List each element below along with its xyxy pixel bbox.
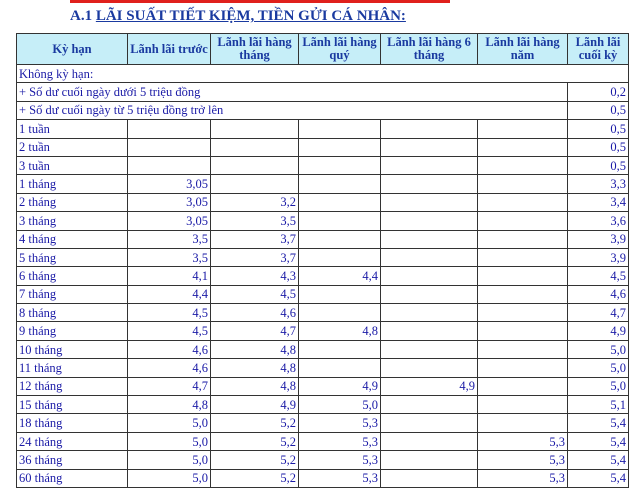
rate-cell: 5,2 (211, 469, 299, 487)
rate-cell: 5,3 (299, 451, 381, 469)
rate-cell: 5,2 (211, 414, 299, 432)
rate-cell: 5,0 (299, 396, 381, 414)
rate-cell: 3,5 (211, 212, 299, 230)
rate-cell: 4,5 (128, 304, 211, 322)
term-cell: 1 tháng (17, 175, 128, 193)
rate-cell (299, 193, 381, 211)
rate-cell: 5,4 (568, 432, 629, 450)
rate-cell (299, 156, 381, 174)
no-term-row-label: + Số dư cuối ngày dưới 5 triệu đồng (17, 83, 568, 101)
rate-cell (478, 193, 568, 211)
rate-cell: 5,0 (128, 432, 211, 450)
rate-cell (381, 432, 478, 450)
table-row (17, 322, 629, 340)
rate-cell: 3,05 (128, 212, 211, 230)
table-row (17, 248, 629, 266)
table-row (17, 285, 629, 303)
rate-cell (381, 322, 478, 340)
rate-cell (381, 175, 478, 193)
rate-cell: 5,3 (299, 432, 381, 450)
no-term-label: Không kỳ hạn: (17, 65, 629, 83)
col-semiannual: Lãnh lãi hàng 6 tháng (381, 34, 478, 65)
rate-cell: 4,9 (381, 377, 478, 395)
rate-cell: 4,3 (211, 267, 299, 285)
table-row (17, 359, 629, 377)
rate-cell: 5,0 (128, 469, 211, 487)
interest-rate-table (16, 33, 629, 488)
rate-cell: 4,7 (568, 304, 629, 322)
rate-cell: 3,9 (568, 248, 629, 266)
section-number: A.1 (70, 8, 96, 24)
rate-cell (299, 285, 381, 303)
table-header-row (17, 34, 629, 65)
rate-cell: 5,3 (478, 469, 568, 487)
term-cell: 11 tháng (17, 359, 128, 377)
rate-cell (478, 248, 568, 266)
rate-cell (299, 340, 381, 358)
table-row (17, 304, 629, 322)
rate-cell: 4,6 (568, 285, 629, 303)
table-row (17, 138, 629, 156)
rate-cell (381, 285, 478, 303)
term-cell: 24 tháng (17, 432, 128, 450)
rate-cell: 0,5 (568, 120, 629, 138)
term-cell: 5 tháng (17, 248, 128, 266)
rate-cell (211, 175, 299, 193)
rate-cell (211, 120, 299, 138)
rate-cell: 4,9 (568, 322, 629, 340)
term-cell: 6 tháng (17, 267, 128, 285)
table-row (17, 432, 629, 450)
rate-cell: 0,5 (568, 156, 629, 174)
term-cell: 60 tháng (17, 469, 128, 487)
term-cell: 3 tuần (17, 156, 128, 174)
term-cell: 9 tháng (17, 322, 128, 340)
rate-cell: 4,4 (128, 285, 211, 303)
rate-cell (478, 230, 568, 248)
table-row (17, 340, 629, 358)
col-end-of-term: Lãnh lãi cuối kỳ (568, 34, 629, 65)
rate-cell (299, 248, 381, 266)
table-row (17, 451, 629, 469)
col-quarterly: Lãnh lãi hàng quý (299, 34, 381, 65)
rate-cell (128, 156, 211, 174)
rate-cell (128, 138, 211, 156)
rate-cell (381, 396, 478, 414)
rate-cell (478, 359, 568, 377)
rate-cell (299, 359, 381, 377)
term-cell: 12 tháng (17, 377, 128, 395)
rate-cell (381, 212, 478, 230)
rate-cell (381, 414, 478, 432)
rate-cell: 5,0 (128, 414, 211, 432)
rate-cell: 4,9 (299, 377, 381, 395)
rate-cell (478, 304, 568, 322)
rate-cell: 4,6 (128, 340, 211, 358)
table-row (17, 193, 629, 211)
rate-cell: 5,3 (299, 414, 381, 432)
rate-cell: 3,2 (211, 193, 299, 211)
table-row (17, 156, 629, 174)
rate-cell: 4,7 (211, 322, 299, 340)
table-row (17, 175, 629, 193)
rate-cell (211, 138, 299, 156)
rate-cell: 3,4 (568, 193, 629, 211)
rate-cell (299, 304, 381, 322)
rate-cell (478, 377, 568, 395)
rate-cell: 4,6 (128, 359, 211, 377)
section-title-text: LÃI SUẤT TIẾT KIỆM, TIỀN GỬI CÁ NHÂN: (95, 8, 406, 24)
rate-cell (478, 156, 568, 174)
rate-cell (478, 414, 568, 432)
rate-cell (381, 120, 478, 138)
term-cell: 3 tháng (17, 212, 128, 230)
rate-cell (299, 175, 381, 193)
table-row (17, 414, 629, 432)
col-monthly: Lãnh lãi hàng tháng (211, 34, 299, 65)
rate-cell (381, 469, 478, 487)
rate-cell (381, 230, 478, 248)
term-cell: 7 tháng (17, 285, 128, 303)
table-row (17, 377, 629, 395)
rate-cell: 5,4 (568, 414, 629, 432)
table-row (17, 212, 629, 230)
col-term: Kỳ hạn (17, 34, 128, 65)
rate-cell: 4,4 (299, 267, 381, 285)
rate-cell: 5,3 (478, 432, 568, 450)
rate-cell: 4,8 (299, 322, 381, 340)
rate-cell: 5,2 (211, 432, 299, 450)
rate-cell (478, 285, 568, 303)
rate-cell: 5,4 (568, 451, 629, 469)
rate-cell: 4,6 (211, 304, 299, 322)
rate-cell: 4,5 (211, 285, 299, 303)
rate-cell (299, 212, 381, 230)
term-cell: 10 tháng (17, 340, 128, 358)
term-cell: 36 tháng (17, 451, 128, 469)
rate-cell (478, 120, 568, 138)
rate-cell (478, 340, 568, 358)
term-cell: 18 tháng (17, 414, 128, 432)
rate-cell (381, 359, 478, 377)
rate-cell (381, 340, 478, 358)
rate-cell: 4,1 (128, 267, 211, 285)
rate-cell (381, 248, 478, 266)
term-cell: 2 tháng (17, 193, 128, 211)
rate-cell (211, 156, 299, 174)
rate-cell: 5,3 (478, 451, 568, 469)
rate-cell: 5,2 (211, 451, 299, 469)
rate-cell: 5,1 (568, 396, 629, 414)
rate-cell: 5,0 (568, 359, 629, 377)
rate-cell: 3,6 (568, 212, 629, 230)
rate-cell (299, 138, 381, 156)
rate-cell: 5,0 (568, 340, 629, 358)
no-term-row-label: + Số dư cuối ngày từ 5 triệu đồng trở lên (17, 101, 568, 119)
rate-cell: 4,8 (128, 396, 211, 414)
rate-cell: 3,5 (128, 248, 211, 266)
col-prepaid: Lãnh lãi trước (128, 34, 211, 65)
rate-cell: 3,5 (128, 230, 211, 248)
rate-cell: 4,8 (211, 340, 299, 358)
rate-cell: 4,5 (128, 322, 211, 340)
rate-cell (478, 396, 568, 414)
table-row (17, 396, 629, 414)
col-annual: Lãnh lãi hàng năm (478, 34, 568, 65)
rate-cell (478, 267, 568, 285)
rate-cell: 3,3 (568, 175, 629, 193)
rate-cell: 5,0 (568, 377, 629, 395)
no-term-row-value: 0,2 (568, 83, 629, 101)
rate-cell (478, 175, 568, 193)
rate-cell: 3,7 (211, 248, 299, 266)
table-row (17, 230, 629, 248)
no-term-row (17, 83, 629, 101)
rate-cell (128, 120, 211, 138)
rate-cell: 4,9 (211, 396, 299, 414)
rate-cell: 5,4 (568, 469, 629, 487)
rate-cell (381, 138, 478, 156)
rate-cell: 4,8 (211, 359, 299, 377)
rate-cell (299, 120, 381, 138)
term-cell: 15 tháng (17, 396, 128, 414)
no-term-heading-row (17, 65, 629, 83)
rate-cell (478, 138, 568, 156)
rate-cell (381, 267, 478, 285)
table-row (17, 469, 629, 487)
term-cell: 2 tuần (17, 138, 128, 156)
rate-cell (381, 304, 478, 322)
term-cell: 4 tháng (17, 230, 128, 248)
rate-cell: 0,5 (568, 138, 629, 156)
red-divider-line (70, 0, 450, 3)
rate-cell: 5,0 (128, 451, 211, 469)
rate-cell (299, 230, 381, 248)
rate-cell: 3,05 (128, 175, 211, 193)
rate-cell: 4,8 (211, 377, 299, 395)
rate-cell (381, 156, 478, 174)
rate-cell (478, 212, 568, 230)
rate-cell: 4,7 (128, 377, 211, 395)
no-term-row-value: 0,5 (568, 101, 629, 119)
rate-cell (381, 451, 478, 469)
term-cell: 8 tháng (17, 304, 128, 322)
table-row (17, 120, 629, 138)
rate-cell: 3,05 (128, 193, 211, 211)
term-cell: 1 tuần (17, 120, 128, 138)
table-row (17, 267, 629, 285)
rate-cell (381, 193, 478, 211)
rate-cell (478, 322, 568, 340)
rate-cell: 4,5 (568, 267, 629, 285)
section-title (70, 8, 406, 25)
rate-cell: 3,9 (568, 230, 629, 248)
rate-cell: 5,3 (299, 469, 381, 487)
rate-cell: 3,7 (211, 230, 299, 248)
no-term-row (17, 101, 629, 119)
